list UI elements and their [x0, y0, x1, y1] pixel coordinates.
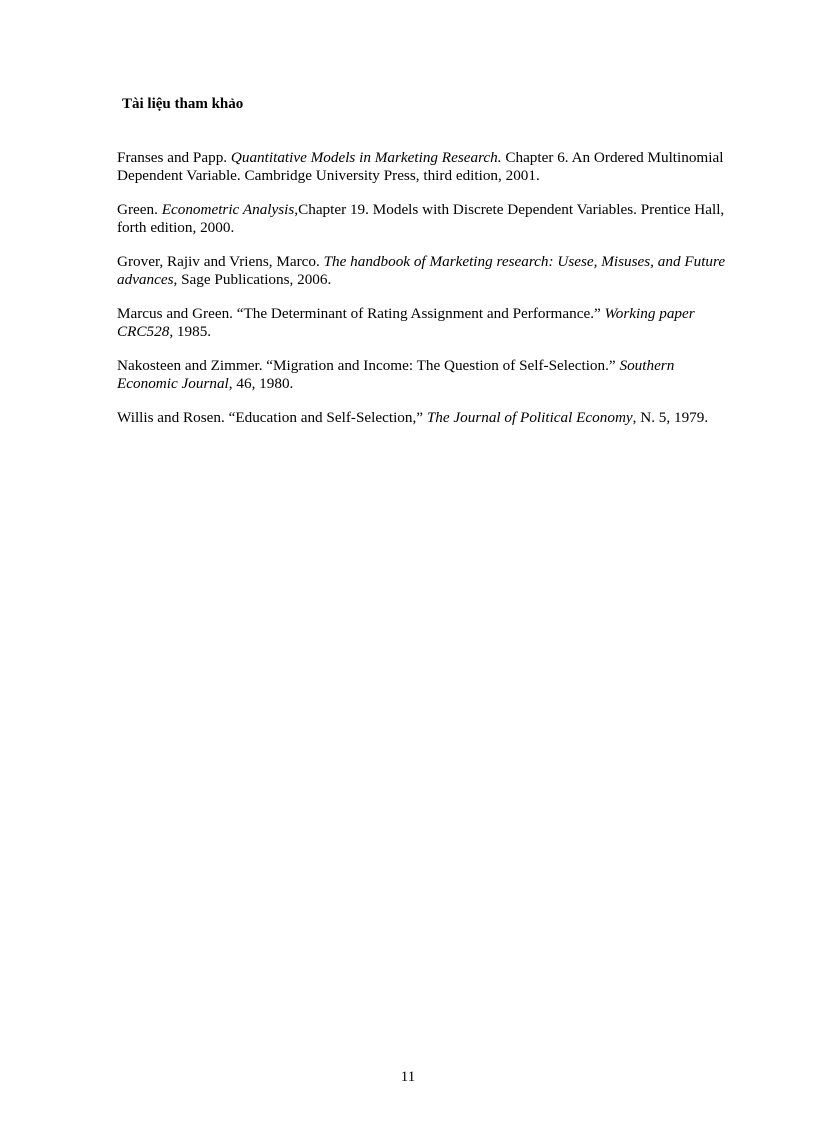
- reference-item: [117, 149, 737, 185]
- reference-title: The Journal of Political Economy: [426, 409, 633, 426]
- reference-authors: Green.: [117, 201, 162, 218]
- reference-title: Econometric Analysis: [161, 201, 295, 218]
- reference-authors: Willis and Rosen. “Education and Self-Selection,”: [117, 409, 427, 426]
- reference-item: [117, 357, 737, 393]
- reference-title: The handbook of Marketing research: Usese, Misuses, and Future advances: [117, 253, 726, 288]
- reference-title: Southern Economic Journal: [117, 357, 675, 392]
- reference-item: [117, 201, 737, 237]
- reference-item: [117, 253, 737, 289]
- reference-details: ,Chapter 19. Models with Discrete Dependent Variables. Prentice Hall, forth edition, 2000.: [117, 201, 725, 236]
- references-heading: Tài liệu tham khảo: [122, 96, 244, 112]
- reference-item: [117, 409, 737, 427]
- reference-list: [117, 149, 737, 443]
- reference-authors: Grover, Rajiv and Vriens, Marco.: [117, 253, 324, 270]
- reference-authors: Marcus and Green. “The Determinant of Rating Assignment and Performance.”: [117, 305, 605, 322]
- reference-details: 1985.: [173, 323, 212, 340]
- reference-authors: Franses and Papp.: [117, 149, 231, 166]
- reference-title: Quantitative Models in Marketing Research.: [230, 149, 502, 166]
- reference-authors: Nakosteen and Zimmer. “Migration and Income: The Question of Self-Selection.”: [117, 357, 620, 374]
- reference-item: [117, 305, 737, 341]
- reference-details: , Sage Publications, 2006.: [173, 271, 332, 288]
- page-number: 11: [400, 1069, 416, 1085]
- reference-title: Working paper CRC528,: [117, 305, 695, 340]
- reference-details: , N. 5, 1979.: [632, 409, 709, 426]
- reference-details: Chapter 6. An Ordered Multinomial Dependent Variable. Cambridge University Press, third edition, 2001.: [117, 149, 724, 184]
- reference-details: , 46, 1980.: [228, 375, 294, 392]
